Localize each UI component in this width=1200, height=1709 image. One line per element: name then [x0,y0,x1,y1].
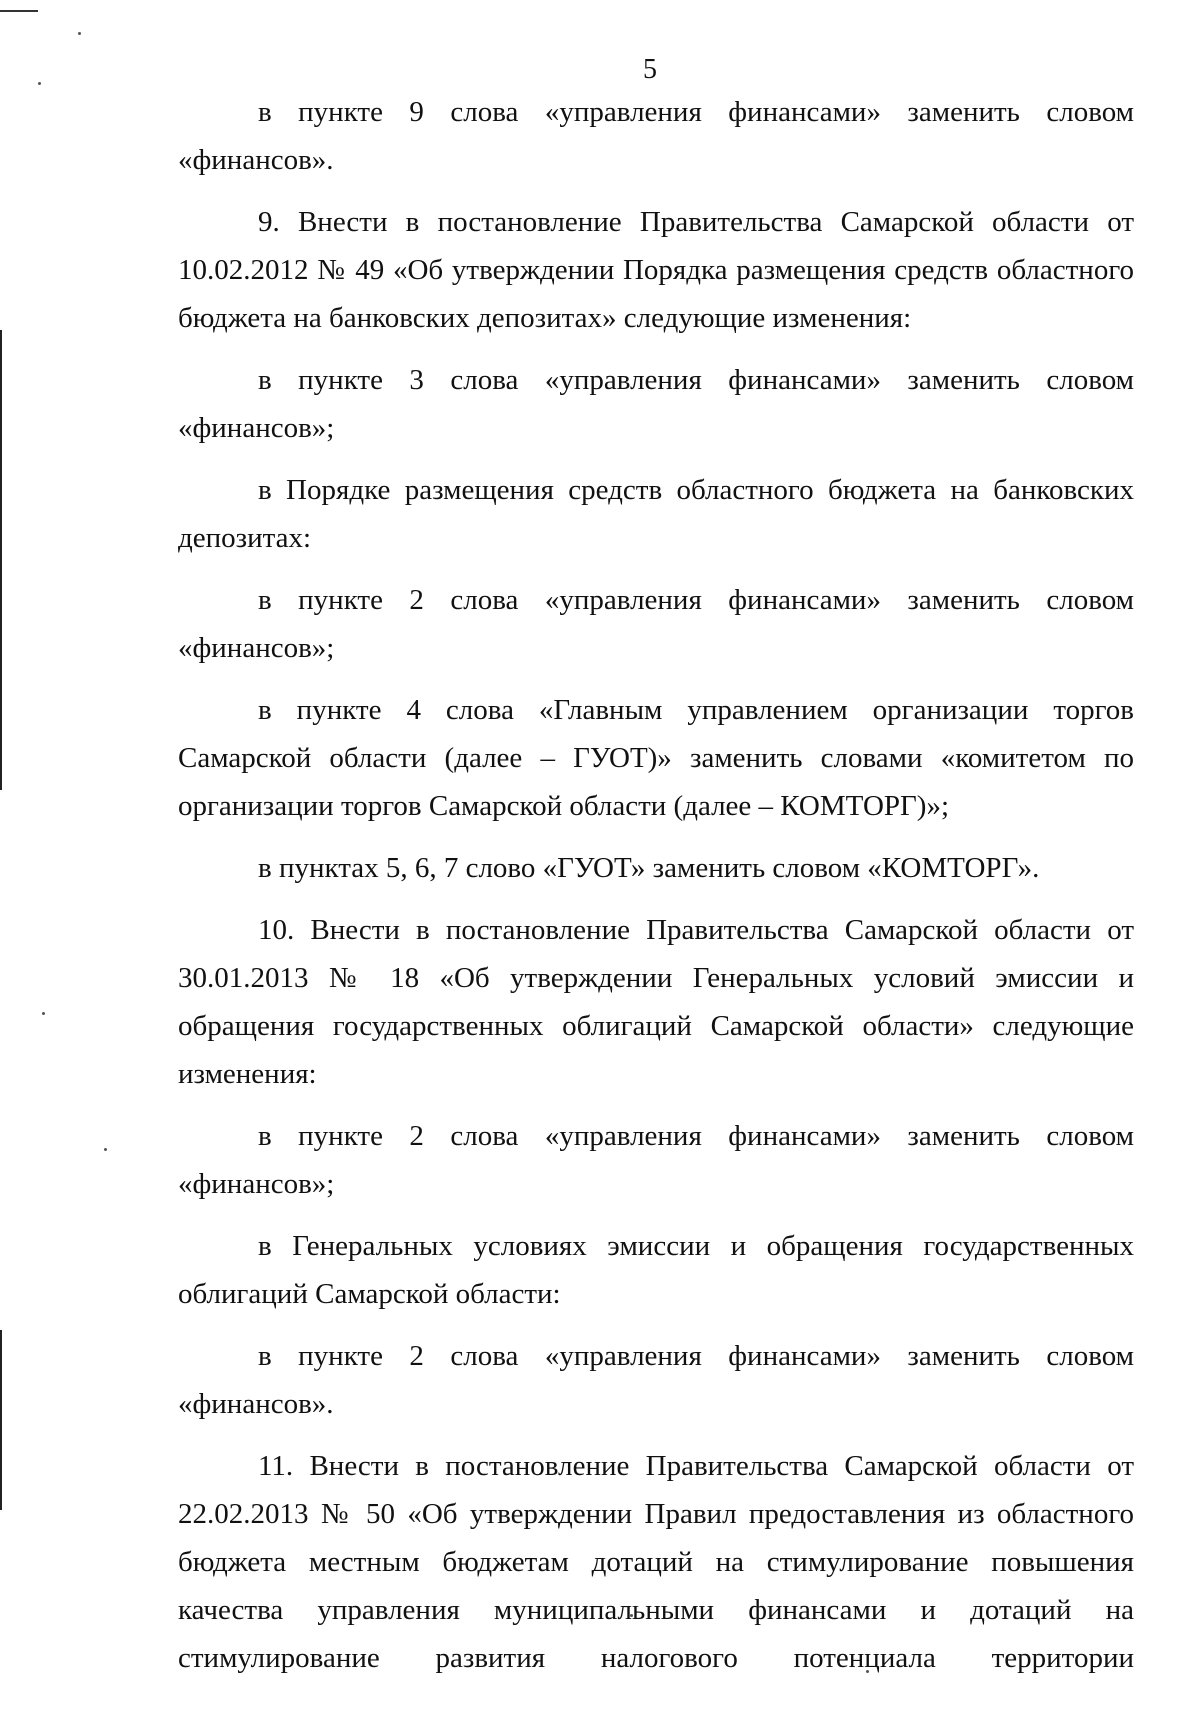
scan-speck [78,32,81,35]
page-number: 5 [643,54,657,85]
paragraph: в пункте 2 слова «управления финансами» заменить словом «финансов»; [178,1120,1134,1200]
document-body [178,88,1134,1696]
paragraph: в пункте 2 слова «управления финансами» заменить словом «финансов»; [178,584,1134,664]
paragraph: в пункте 2 слова «управления финансами» заменить словом «финансов». [178,1340,1134,1420]
scan-edge-mark [0,10,38,12]
scan-speck [42,1012,45,1015]
scan-edge-line [0,330,2,790]
paragraph: 10. Внести в постановление Правительства Самарской области от 30.01.2013 № 18 «Об утверждении Генеральных условий эмиссии и обращения государственных облигаций Самарской области» следующие изменения: [178,914,1134,1090]
paragraph: в пункте 4 слова «Главным управлением организации торгов Самарской области (далее – ГУОТ)» заменить словами «комитетом по организации торгов Самарской области (далее – КОМТОРГ)»; [178,694,1134,822]
paragraph: в пункте 3 слова «управления финансами» заменить словом «финансов»; [178,364,1134,444]
paragraph: 11. Внести в постановление Правительства Самарской области от 22.02.2013 № 50 «Об утверждении Правил предоставления из областного бюджета местным бюджетам дотаций на стимулирование повышения качества управления муниципальными финансами и дотаций на стимулирование развития налогового потенциала территории [178,1450,1134,1674]
scan-edge-line [0,1330,2,1510]
scan-speck [104,1148,107,1151]
paragraph: в Генеральных условиях эмиссии и обращения государственных облигаций Самарской области: [178,1230,1134,1310]
paragraph: в пункте 9 слова «управления финансами» заменить словом «финансов». [178,96,1134,176]
paragraph: в пунктах 5, 6, 7 слово «ГУОТ» заменить словом «КОМТОРГ». [258,852,1040,884]
paragraph: 9. Внести в постановление Правительства Самарской области от 10.02.2012 № 49 «Об утверждении Порядка размещения средств областного бюджета на банковских депозитах» следующие изменения: [178,206,1134,334]
paragraph: в Порядке размещения средств областного бюджета на банковских депозитах: [178,474,1134,554]
